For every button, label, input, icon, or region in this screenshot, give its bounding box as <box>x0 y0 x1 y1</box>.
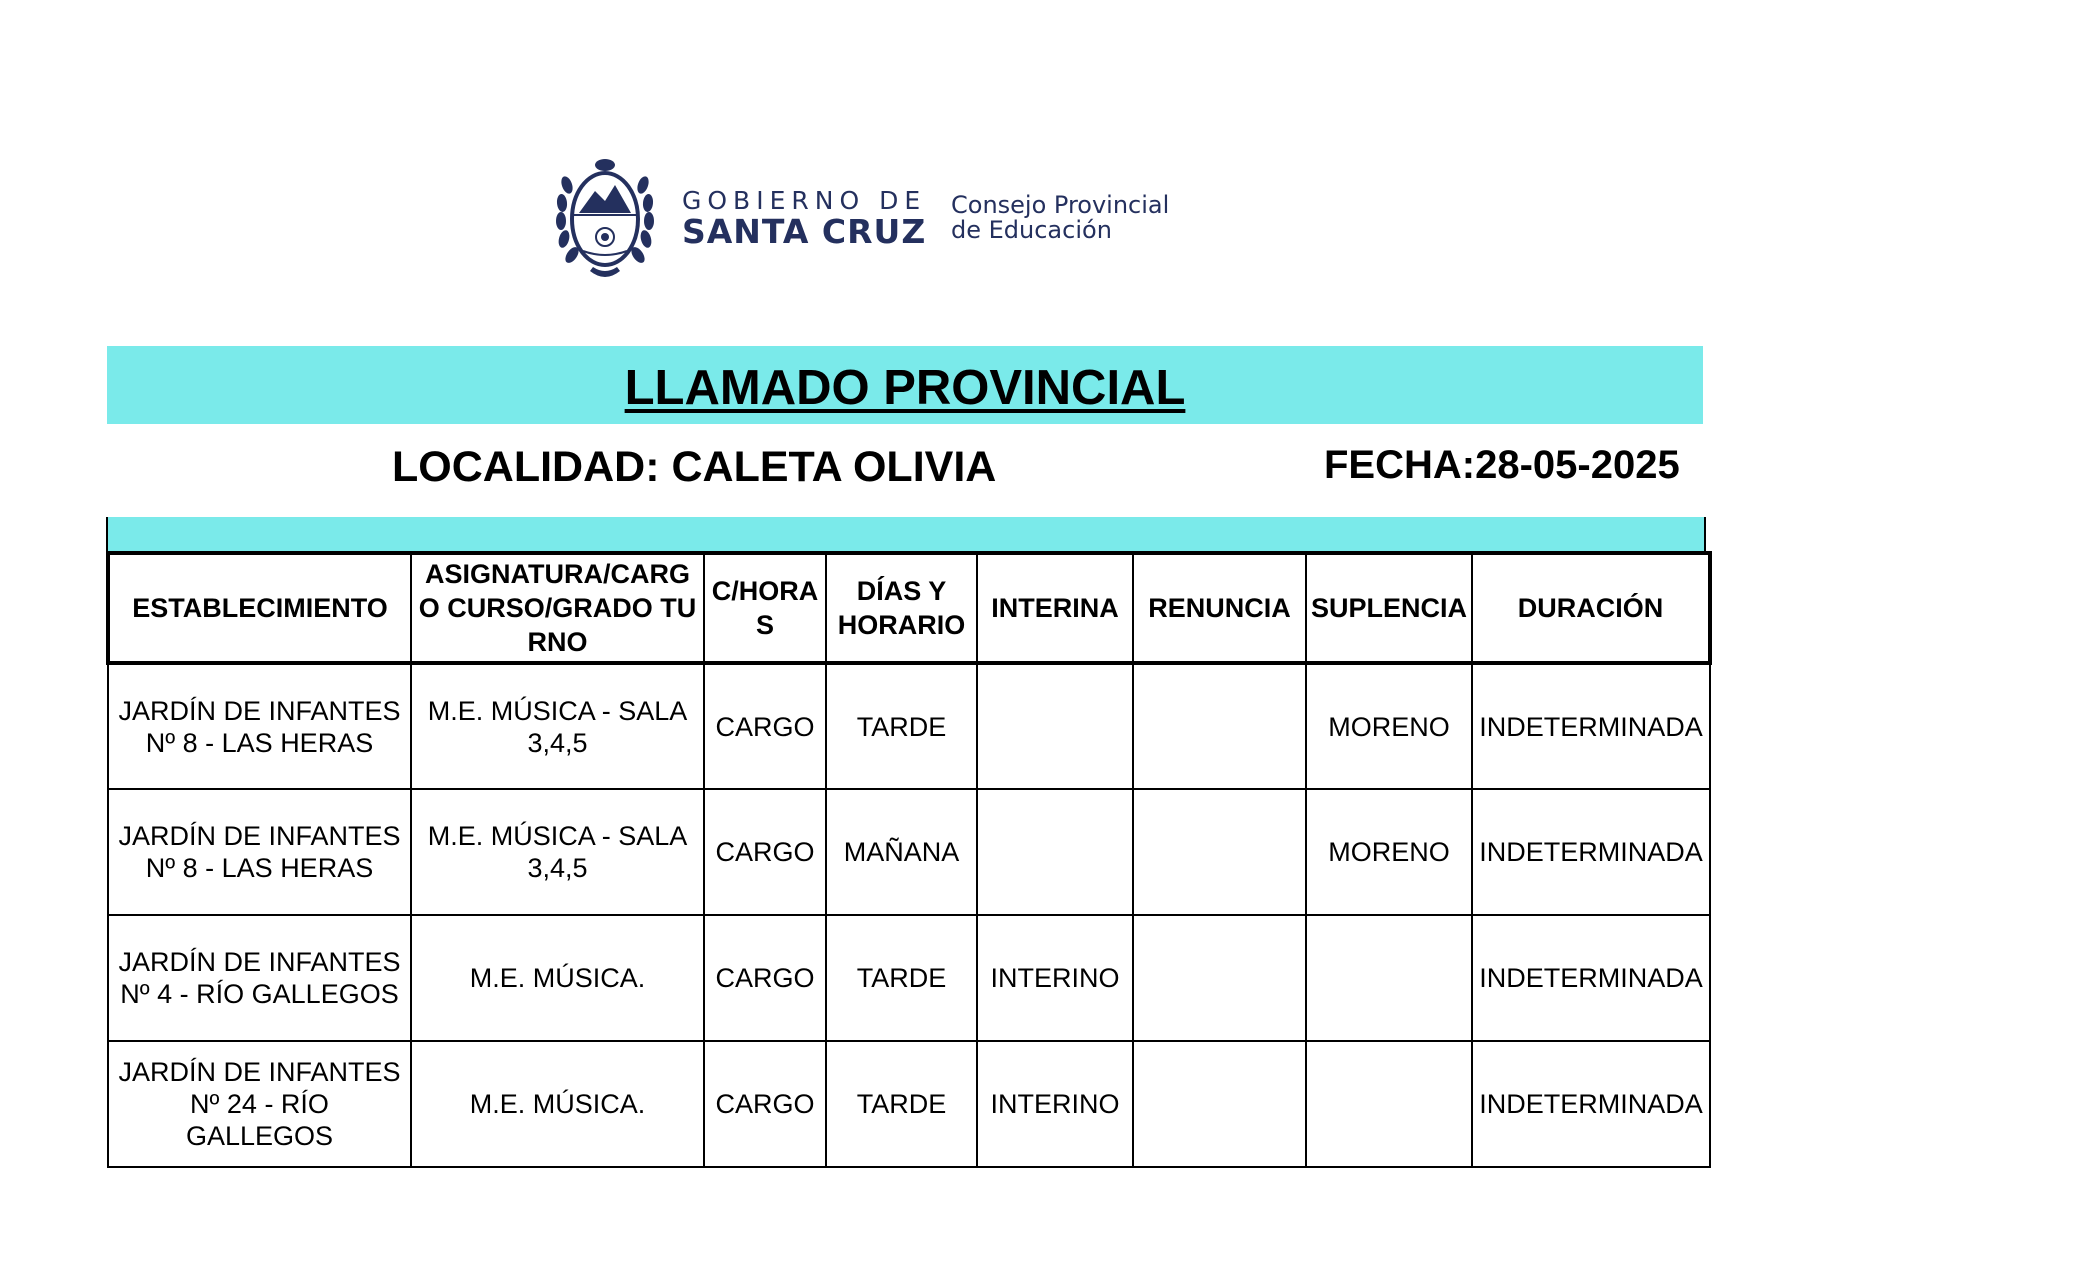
table-cell: CARGO <box>704 789 826 915</box>
table-cell: JARDÍN DE INFANTES Nº 8 - LAS HERAS <box>108 789 411 915</box>
column-header: C/HORAS <box>704 553 826 663</box>
table-cell <box>1133 663 1306 789</box>
table-row <box>108 915 1710 1041</box>
table-cell: INDETERMINADA <box>1472 915 1710 1041</box>
date <box>1324 443 1680 488</box>
title-band <box>107 346 1703 424</box>
table-cell: TARDE <box>826 915 977 1041</box>
date-value: 28-05-2025 <box>1475 443 1680 487</box>
table-cell: M.E. MÚSICA - SALA 3,4,5 <box>411 663 704 789</box>
page-title: LLAMADO PROVINCIAL <box>624 361 1186 415</box>
provincial-seal-icon <box>555 155 655 285</box>
table-cell: INTERINO <box>977 1041 1133 1167</box>
table-top-strip <box>106 517 1706 551</box>
column-header: DÍAS Y HORARIO <box>826 553 977 663</box>
table-cell: CARGO <box>704 663 826 789</box>
table-row <box>108 663 1710 789</box>
column-header: DURACIÓN <box>1472 553 1710 663</box>
table-cell: CARGO <box>704 1041 826 1167</box>
government-label: GOBIERNO DE <box>682 186 927 215</box>
council-line1: Consejo Provincial <box>951 191 1170 219</box>
column-header: ESTABLECIMIENTO <box>108 553 411 663</box>
government-name <box>682 187 926 250</box>
column-header: INTERINA <box>977 553 1133 663</box>
table-cell: INTERINO <box>977 915 1133 1041</box>
header-logo <box>555 155 1195 285</box>
date-label: FECHA: <box>1324 443 1476 487</box>
table-cell: MORENO <box>1306 789 1472 915</box>
table-cell <box>1133 789 1306 915</box>
table-cell <box>1133 1041 1306 1167</box>
table-cell: INDETERMINADA <box>1472 789 1710 915</box>
table-row <box>108 1041 1710 1167</box>
column-header: ASIGNATURA/CARGO CURSO/GRADO TURNO <box>411 553 704 663</box>
column-header: SUPLENCIA <box>1306 553 1472 663</box>
table-cell <box>977 789 1133 915</box>
table-cell: TARDE <box>826 663 977 789</box>
table-cell: INDETERMINADA <box>1472 1041 1710 1167</box>
table-cell: INDETERMINADA <box>1472 663 1710 789</box>
locality: LOCALIDAD: CALETA OLIVIA <box>392 443 997 491</box>
council-name <box>951 193 1169 243</box>
table-cell: JARDÍN DE INFANTES Nº 24 - RÍO GALLEGOS <box>108 1041 411 1167</box>
vacancy-table <box>106 551 1712 1168</box>
table-row <box>108 789 1710 915</box>
table-cell: JARDÍN DE INFANTES Nº 8 - LAS HERAS <box>108 663 411 789</box>
table-cell: TARDE <box>826 1041 977 1167</box>
table-cell <box>1306 1041 1472 1167</box>
table-cell: CARGO <box>704 915 826 1041</box>
table-cell <box>977 663 1133 789</box>
table-cell: M.E. MÚSICA - SALA 3,4,5 <box>411 789 704 915</box>
table-cell: MORENO <box>1306 663 1472 789</box>
table-cell: M.E. MÚSICA. <box>411 1041 704 1167</box>
table-cell: MAÑANA <box>826 789 977 915</box>
table-cell: M.E. MÚSICA. <box>411 915 704 1041</box>
table-cell: JARDÍN DE INFANTES Nº 4 - RÍO GALLEGOS <box>108 915 411 1041</box>
table-header-row <box>108 553 1710 663</box>
council-line2: de Educación <box>951 216 1112 244</box>
table-cell <box>1306 915 1472 1041</box>
province-name: SANTA CRUZ <box>682 212 927 251</box>
table-cell <box>1133 915 1306 1041</box>
column-header: RENUNCIA <box>1133 553 1306 663</box>
